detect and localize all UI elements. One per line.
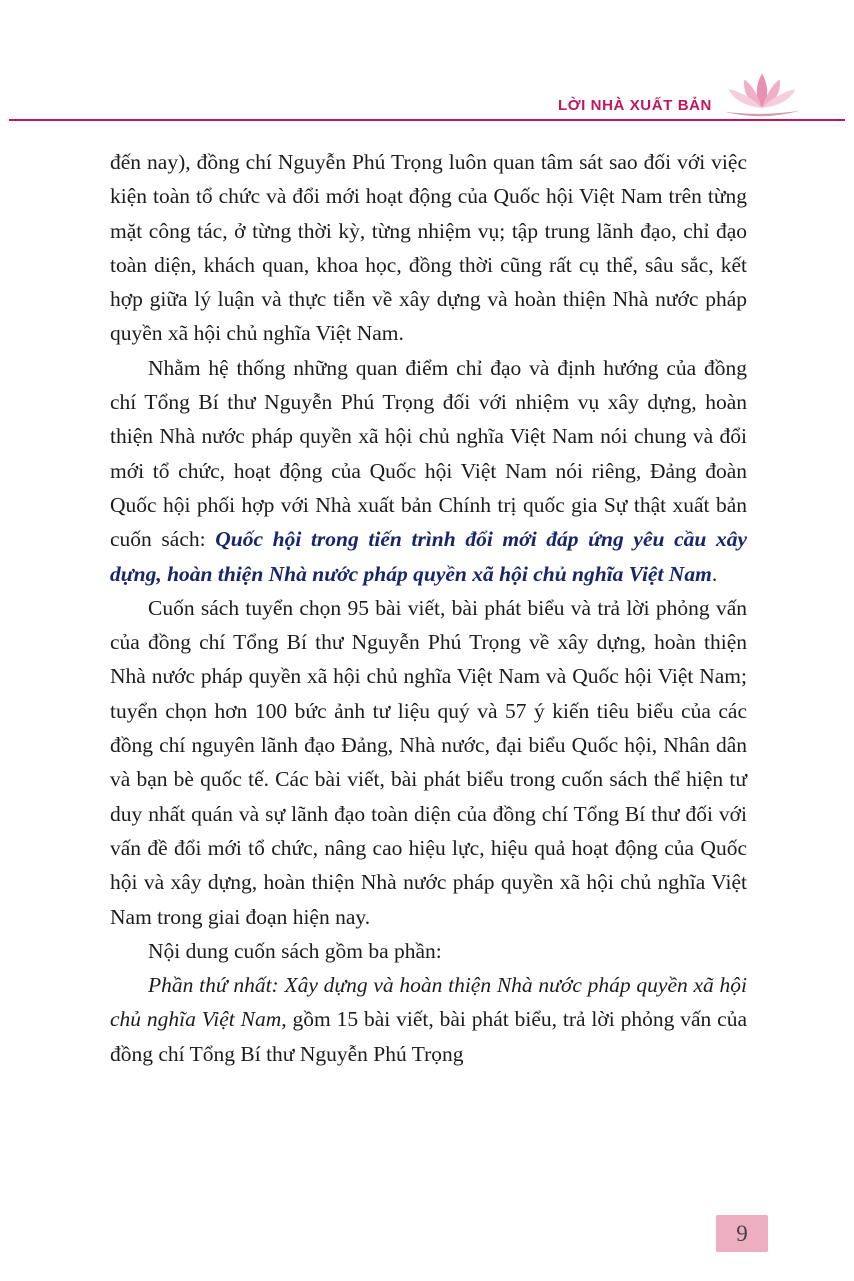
section-title: Phần thứ nhất: Xây dựng và hoàn thiện Nhà nước pháp quyền xã hội chủ nghĩa Việt Nam, — [110, 973, 747, 1032]
paragraph-3-text: Cuốn sách tuyển chọn 95 bài viết, bài phát biểu và trả lời phỏng vấn của đồng chí Tổng Bí thư Nguyễn Phú Trọng về xây dựng, hoàn thiện Nhà nước pháp quyền xã hội chủ nghĩa Việt Nam và Quốc hội Việt Nam; tuyển chọn hơn 100 bức ảnh tư liệu quý và 57 ý kiến tiêu biểu của các đồng chí nguyên lãnh đạo Đảng, Nhà nước, đại biểu Quốc hội, Nhân dân và bạn bè quốc tế. Các bài viết, bài phát biểu trong cuốn sách thể hiện tư duy nhất quán và sự lãnh đạo toàn diện của đồng chí Tổng Bí thư đối với vấn đề đổi mới tổ chức, nâng cao hiệu lực, hiệu quả hoạt động của Quốc hội và xây dựng, hoàn thiện Nhà nước pháp quyền xã hội chủ nghĩa Việt Nam trong giai đoạn hiện nay. — [110, 595, 747, 929]
paragraph-1 — [110, 145, 747, 351]
header-rule — [9, 119, 845, 121]
page-body — [110, 145, 747, 1071]
lotus-icon — [718, 70, 806, 120]
paragraph-4 — [110, 934, 747, 968]
paragraph-1-text: đến nay), đồng chí Nguyễn Phú Trọng luôn quan tâm sát sao đối với việc kiện toàn tổ chức và đổi mới hoạt động của Quốc hội Việt Nam trên từng mặt công tác, ở từng thời kỳ, từng nhiệm vụ; tập trung lãnh đạo, chỉ đạo toàn diện, khách quan, khoa học, đồng thời cũng rất cụ thể, sâu sắc, kết hợp giữa lý luận và thực tiễn về xây dựng và hoàn thiện Nhà nước pháp quyền xã hội chủ nghĩa Việt Nam. — [110, 150, 747, 346]
paragraph-5 — [110, 968, 747, 1071]
paragraph-2-end: . — [711, 561, 718, 586]
book-title: Quốc hội trong tiến trình đổi mới đáp ứng yêu cầu xây dựng, hoàn thiện Nhà nước pháp quyền xã hội chủ nghĩa Việt Nam — [110, 527, 747, 586]
paragraph-2-text: Nhằm hệ thống những quan điểm chỉ đạo và định hướng của đồng chí Tổng Bí thư Nguyễn Phú Trọng đối với nhiệm vụ xây dựng, hoàn thiện Nhà nước pháp quyền xã hội chủ nghĩa Việt Nam nói chung và đổi mới tổ chức, hoạt động của Quốc hội Việt Nam nói riêng, Đảng đoàn Quốc hội phối hợp với Nhà xuất bản Chính trị quốc gia Sự thật xuất bản cuốn sách: — [110, 355, 747, 552]
paragraph-4-text: Nội dung cuốn sách gồm ba phần: — [148, 938, 442, 963]
paragraph-5-text: gồm 15 bài viết, bài phát biểu, trả lời phỏng vấn của đồng chí Tổng Bí thư Nguyễn Phú Trọng — [110, 1007, 747, 1066]
running-head: LỜI NHÀ XUẤT BẢN — [557, 97, 712, 114]
paragraph-2 — [110, 351, 747, 591]
page-number-badge — [716, 1215, 768, 1252]
page-number: 9 — [736, 1220, 748, 1246]
paragraph-3 — [110, 591, 747, 934]
